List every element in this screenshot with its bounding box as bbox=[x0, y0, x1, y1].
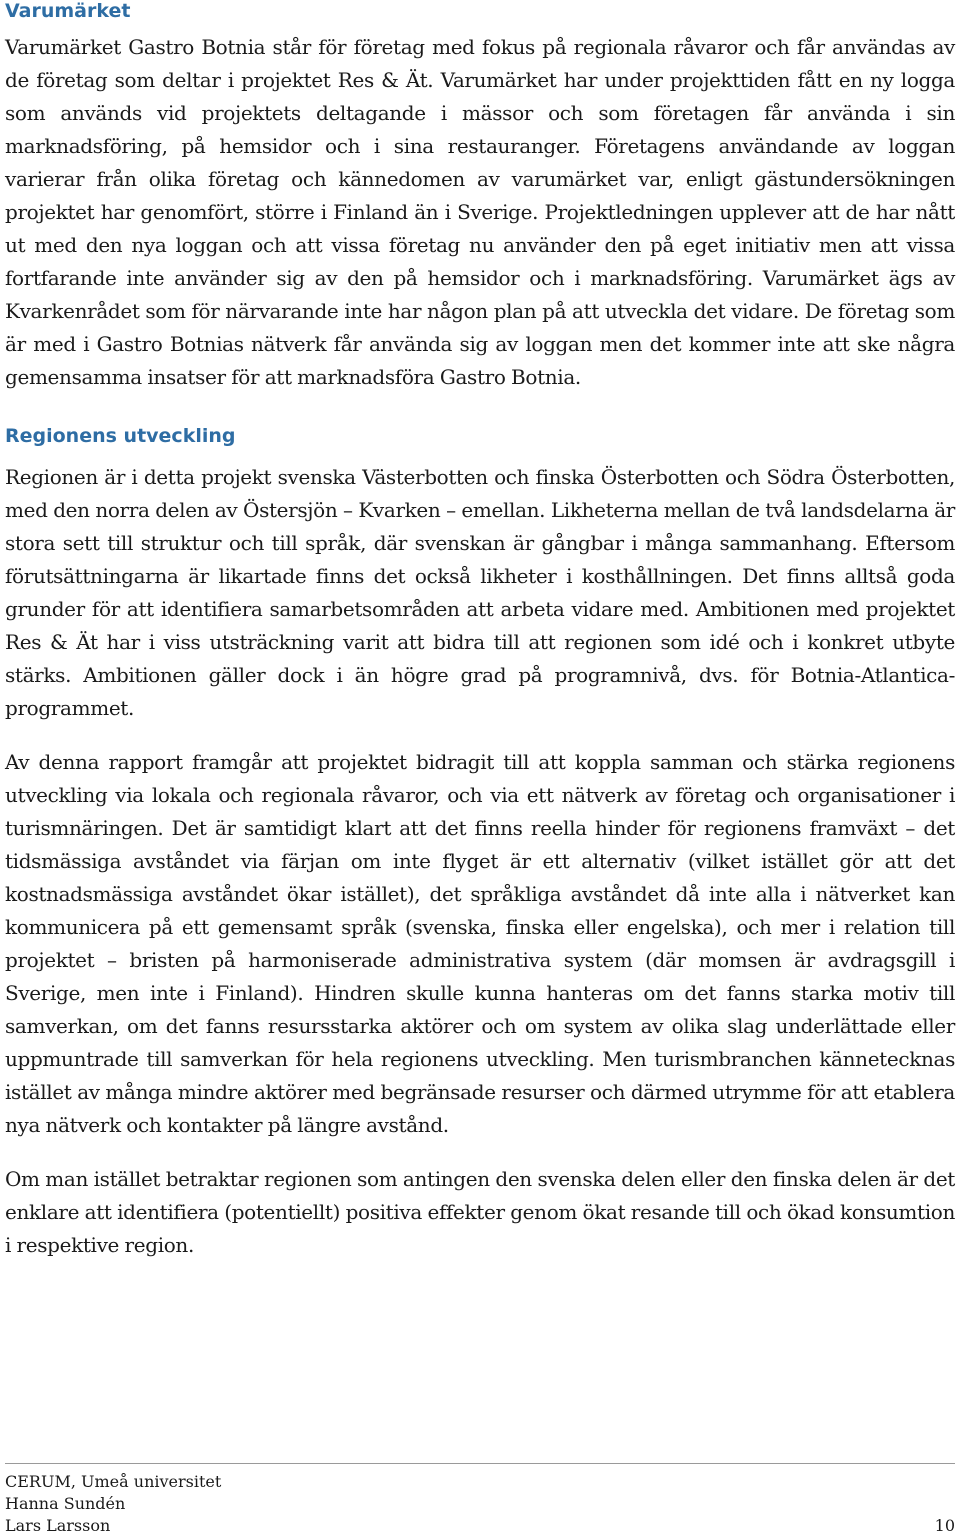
section-heading-varumarket: Varumärket bbox=[5, 0, 131, 22]
footer-author-1: Hanna Sundén bbox=[5, 1494, 126, 1513]
footer-institution: CERUM, Umeå universitet bbox=[5, 1472, 222, 1491]
paragraph-varumarket: Varumärket Gastro Botnia står för företag med fokus på regionala råvaror och får användas av de företag som deltar i projektet Res & Ät. Varumärket har under projekttiden fått en ny logga som används vid projektets deltagande i mässor och som företagen får använda i sin marknadsföring, på hemsidor och i sina restauranger. Företagens användande av loggan varierar från olika företag och kännedomen av varumärket var, enligt gästundersökningen projektet har genomfört, större i Finland än i Sverige. Projektledningen upplever att de har nått ut med den nya loggan och att vissa företag nu använder den på eget initiativ men att vissa fortfarande inte använder sig av den på hemsidor och i marknadsföring. Varumärket ägs av Kvarkenrådet som för närvarande inte har någon plan på att utveckla det vidare. De företag som är med i Gastro Botnias nätverk får använda sig av loggan men det kommer inte att ske några gemensamma insatser för att marknadsföra Gastro Botnia. bbox=[5, 35, 955, 389]
page-footer bbox=[5, 1463, 955, 1537]
paragraph-regionens-2: Av denna rapport framgår att projektet bidragit till att koppla samman och stärka regionens utveckling via lokala och regionala råvaror, och via ett nätverk av företag och organisationer i turismnäringen. Det är samtidigt klart att det finns reella hinder för regionens framväxt – det tidsmässiga avståndet via färjan om inte flyget är ett alternativ (vilket istället gör att det kostnadsmässiga avståndet ökar istället), det språkliga avståndet då inte alla i nätverket kan kommunicera på ett gemensamt språk (svenska, finska eller engelska), och mer i relation till projektet – bristen på harmoniserade administrativa system (där momsen är avdragsgill i Sverige, men inte i Finland). Hindren skulle kunna hanteras om det fanns starka motiv till samverkan, om det fanns resursstarka aktörer och om system av olika slag underlättade eller uppmuntrade till samverkan för hela regionens utveckling. Men turismbranchen kännetecknas istället av många mindre aktörer med begränsade resurser och därmed utrymme för att etablera nya nätverk och kontakter på längre avstånd. bbox=[5, 750, 955, 1137]
page-number: 10 bbox=[934, 1516, 955, 1535]
document-page bbox=[5, 0, 955, 1262]
paragraph-regionens-1: Regionen är i detta projekt svenska Västerbotten och finska Österbotten och Södra Österbotten, med den norra delen av Östersjön – Kvarken – emellan. Likheterna mellan de två landsdelarna är stora sett till struktur och till språk, där svenskan är gångbar i många sammanhang. Eftersom förutsättningarna är likartade finns det också likheter i kosthållningen. Det finns alltså goda grunder för att identifiera samarbetsområden att arbeta vidare med. Ambitionen med projektet Res & Ät har i viss utsträckning varit att bidra till att regionen som idé och i konkret utbyte stärks. Ambitionen gäller dock i än högre grad på programnivå, dvs. för Botnia-Atlantica-programmet. bbox=[5, 465, 955, 720]
paragraph-regionens-3: Om man istället betraktar regionen som antingen den svenska delen eller den finska delen är det enklare att identifiera (potentiellt) positiva effekter genom ökat resande till och ökad konsumtion i respektive region. bbox=[5, 1167, 955, 1257]
section-heading-regionens-utveckling: Regionens utveckling bbox=[5, 425, 236, 447]
footer-author-2: Lars Larsson bbox=[5, 1516, 111, 1535]
